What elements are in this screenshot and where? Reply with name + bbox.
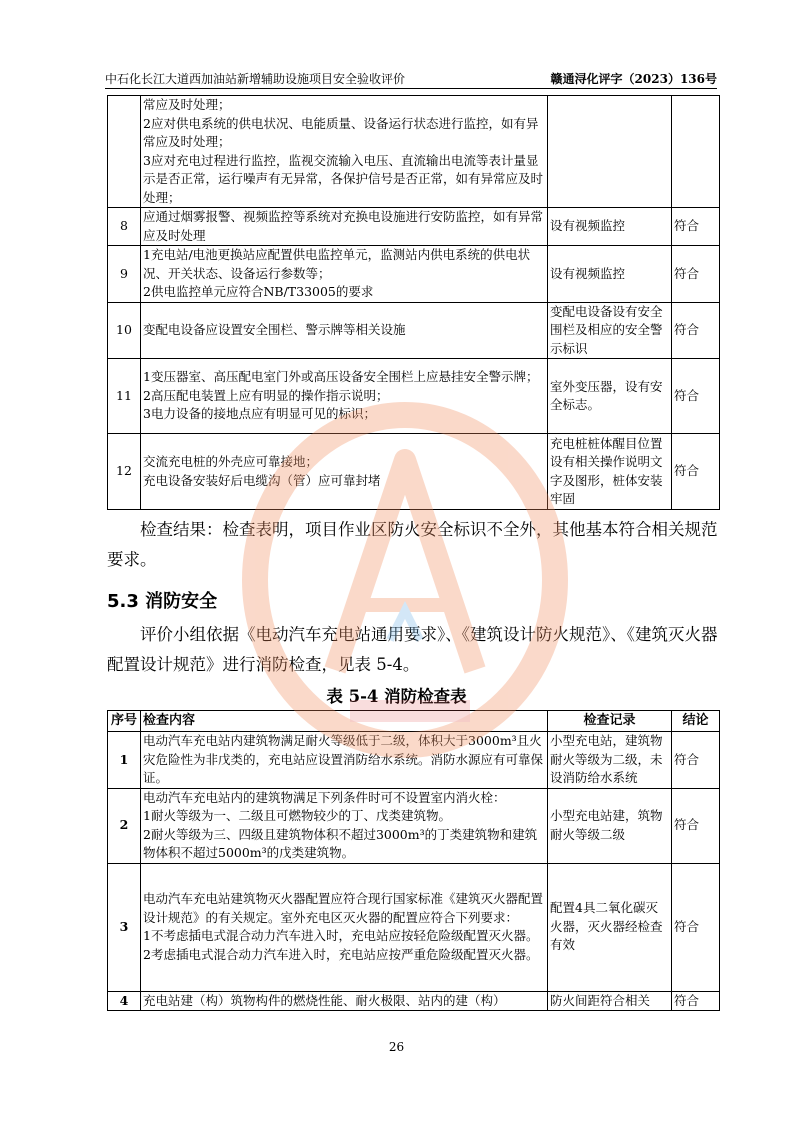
check-record: 设有视频监控 [548,208,672,246]
header-project-title: 中石化长江大道西加油站新增辅助设施项目安全验收评价 [105,72,406,86]
check-record: 小型充电站，建筑物耐火等级为二级，未设消防给水系统 [548,732,672,789]
content-line: 应通过烟雾报警、视频监控等系统对充换电设施进行安防监控，如有异常应及时处理 [143,209,544,243]
content-line: 1充电站/电池更换站应配置供电监控单元，监测站内供电系统的供电状况、开关状态、设备运行参数等； [143,247,531,281]
header-content: 检查内容 [141,711,548,732]
check-conclusion [672,96,720,208]
table-row [108,788,720,863]
check-content [141,991,548,1011]
table-row [108,302,720,359]
content-line: 电动汽车充电站建筑物灭火器配置应符合现行国家标准《建筑灭火器配置设计规范》的有关规定。室外充电区灭火器的配置应符合下列要求： [143,891,544,925]
check-conclusion: 符合 [672,991,720,1011]
check-content [141,246,548,303]
check-record: 小型充电站建，筑物耐火等级二级 [548,788,672,863]
check-conclusion: 符合 [672,359,720,434]
row-number: 8 [108,208,141,246]
check-record: 防火间距符合相关 [548,991,672,1011]
check-content [141,732,548,789]
check-record: 配置4具二氧化碳灭火器，灭火器经检查有效 [548,863,672,991]
check-content [141,96,548,208]
row-number: 9 [108,246,141,303]
check-conclusion: 符合 [672,732,720,789]
check-content [141,863,548,991]
row-number: 10 [108,302,141,359]
row-number: 11 [108,359,141,434]
content-line: 充电站建（构）筑物构件的燃烧性能、耐火极限、站内的建（构） [143,992,506,1008]
row-number: 4 [108,991,141,1011]
content-line: 2高压配电装置上应有明显的操作指示说明； [143,387,389,403]
table-row [108,359,720,434]
check-content [141,434,548,510]
check-conclusion: 符合 [672,208,720,246]
table-row [108,434,720,510]
check-conclusion: 符合 [672,302,720,359]
content-line: 1不考虑插电式混合动力汽车进入时，充电站应按轻危险级配置灭火器。 [143,928,539,943]
check-conclusion: 符合 [672,434,720,510]
check-conclusion: 符合 [672,246,720,303]
table-row [108,246,720,303]
table-header-row [108,711,720,732]
check-record: 设有视频监控 [548,246,672,303]
row-number: 2 [108,788,141,863]
page-number: 26 [388,1040,405,1054]
table-electrical-check-continued [107,95,720,510]
table-row [108,96,720,208]
table-row [108,863,720,991]
row-number: 12 [108,434,141,510]
content-line: 2耐火等级为三、四级且建筑物体积不超过3000m³的丁类建筑物和建筑物体积不超过5000m³的戊类建筑物。 [143,826,538,860]
check-record: 变配电设备设有安全围栏及相应的安全警示标识 [548,302,672,359]
table-caption: 表 5-4 消防检查表 [326,687,467,706]
content-line: 常应及时处理； [143,97,231,112]
check-record: 充电桩桩体醒目位置设有相关操作说明文字及图形，桩体安装牢固 [548,434,672,510]
section-title: 5.3 消防安全 [107,591,218,612]
content-line: 变配电设备应设置安全围栏、警示牌等相关设施 [143,322,406,337]
check-record: 室外变压器，设有安全标志。 [548,359,672,434]
content-line: 1变压器室、高压配电室门外或高压设备安全围栏上应悬挂安全警示牌； [143,369,539,385]
content-line: 2供电监控单元应符合NB/T33005的要求 [143,284,374,299]
table-row [108,732,720,789]
row-number: 3 [108,863,141,991]
content-line: 3应对充电过程进行监控，监视交流输入电压、直流输出电流等表计量显示是否正常，运行噪声有无异常，各保护信号是否正常，如有异常应及时处理； [143,152,544,205]
check-content [141,359,548,434]
content-line: 2应对供电系统的供电状况、电能质量、设备运行状态进行监控，如有异常应及时处理； [143,115,539,149]
check-conclusion: 符合 [672,788,720,863]
table-row [108,208,720,246]
page-header [105,66,717,89]
check-content [141,788,548,863]
check-content [141,208,548,246]
content-line: 电动汽车充电站内的建筑物满足下列条件时可不设置室内消火栓： [143,789,506,805]
row-number: 1 [108,732,141,789]
header-conclusion: 结论 [672,711,720,732]
content-line: 充电设备安装好后电缆沟（管）应可靠封堵 [143,472,381,488]
check-conclusion: 符合 [672,863,720,991]
intro-paragraph: 评价小组依据《电动汽车充电站通用要求》、《建筑设计防火规范》、《建筑灭火器配置设计规范》进行消防检查，见表 5-4。 [107,625,718,674]
header-record: 检查记录 [548,711,672,732]
header-report-number: 赣通浔化评字（2023）136号 [550,72,717,86]
check-content [141,302,548,359]
content-line: 电动汽车充电站内建筑物满足耐火等级低于二级，体积大于3000m³且火灾危险性为非戊类的，充电站应设置消防给水系统。消防水源应有可靠保证。 [143,733,544,785]
table-fire-safety-check [107,710,720,1011]
header-no: 序号 [108,711,141,732]
table-row [108,991,720,1011]
content-line: 交流充电桩的外壳应可靠接地； [143,454,319,469]
content-line: 3电力设备的接地点应有明显可见的标识； [143,406,376,422]
content-line: 2考虑插电式混合动力汽车进入时，充电站应按严重危险级配置灭火器。 [143,946,539,962]
check-record [548,96,672,208]
inspection-result-paragraph: 检查结果：检查表明，项目作业区防火安全标识不全外，其他基本符合相关规范要求。 [107,520,718,569]
content-line: 1耐火等级为一、二级且可燃物较少的丁、戊类建筑物。 [143,808,451,823]
row-number [108,96,141,208]
